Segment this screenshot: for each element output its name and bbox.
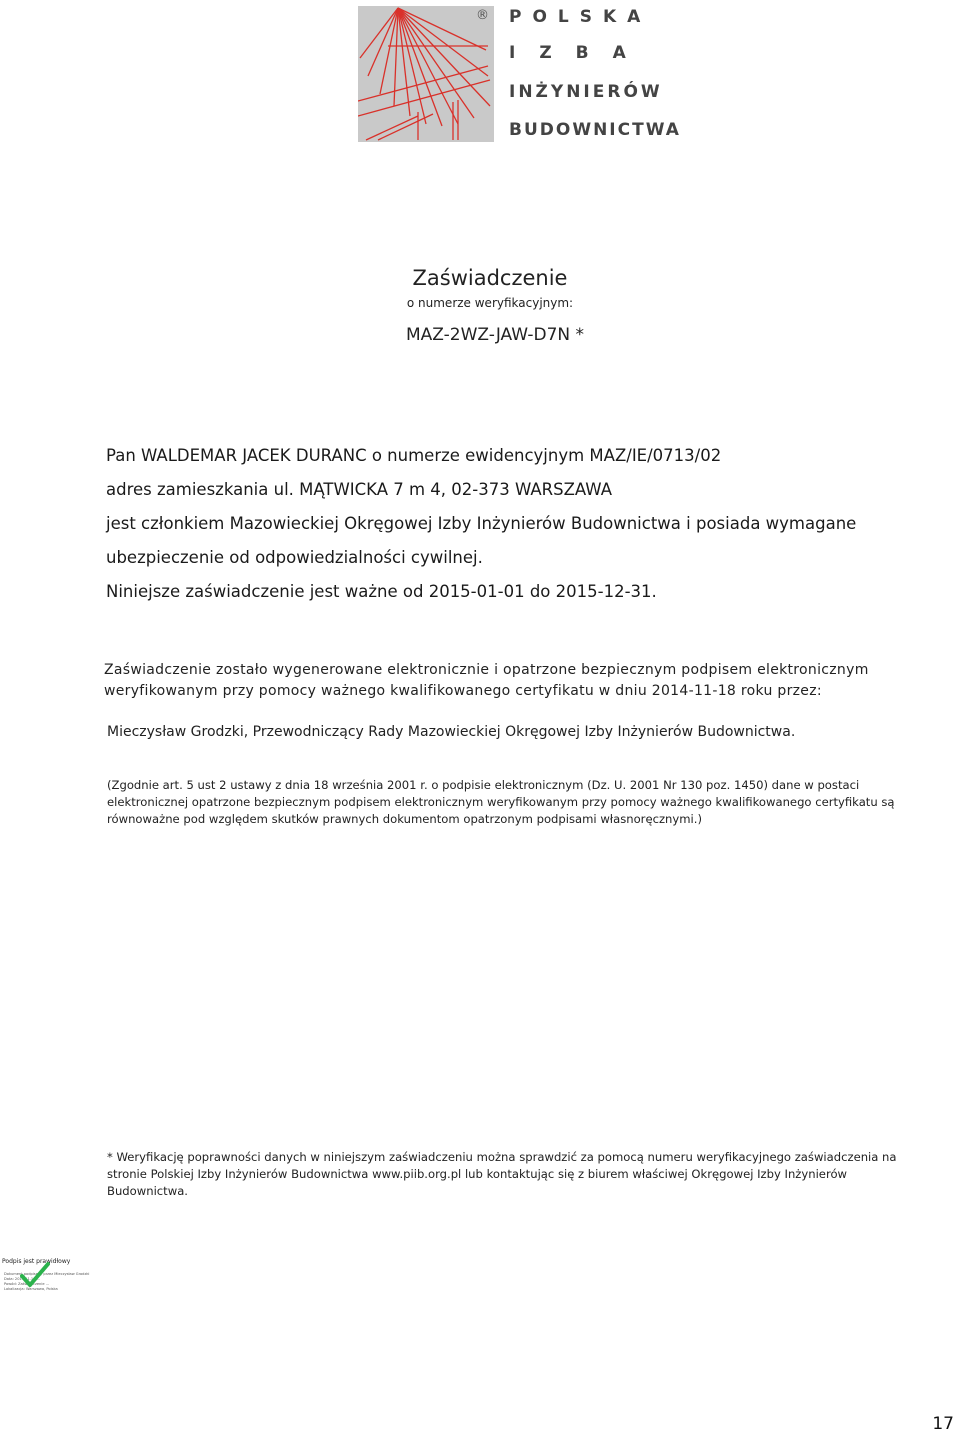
signer-line: Mieczysław Grodzki, Przewodniczący Rady Mazowieckiej Okręgowej Izby Inżynierów Budownictwa. (107, 724, 796, 740)
validity-line: Niniejsze zaświadczenie jest ważne od 2015-01-01 do 2015-12-31. (106, 582, 657, 601)
page-number: 17 (932, 1414, 954, 1434)
logo-lines-graphic (358, 6, 494, 142)
signature-detail: Data: 2014.11.18 ... (4, 1277, 41, 1281)
main-text-line: jest członkiem Mazowieckiej Okręgowej Izby Inżynierów Budownictwa i posiada wymagane (106, 514, 857, 533)
logo-text-izba: IZBA (509, 43, 650, 63)
law-note-line: (Zgodnie art. 5 ust 2 ustawy z dnia 18 września 2001 r. o podpisie elektronicznym (Dz. U. 2001 Nr 130 poz. 1450) dane w postaci (107, 778, 860, 792)
main-text-line: adres zamieszkania ul. MĄTWICKA 7 m 4, 02-373 WARSZAWA (106, 480, 612, 499)
logo-text-inzynierow: INŻYNIERÓW (509, 82, 663, 102)
main-text-line: ubezpieczenie od odpowiedzialności cywilnej. (106, 548, 483, 567)
signature-detail: Lokalizacja: Warszawa, Polska (4, 1287, 58, 1291)
law-note-line: elektronicznej opatrzone bezpiecznym podpisem elektronicznym weryfikowanym przy pomocy ważnego kwalifikowanego certyfikatu są (107, 795, 895, 809)
certificate-title: Zaświadczenie (412, 266, 568, 290)
signature-detail: Dokument podpisany przez Mieczysław Grodzki (4, 1272, 90, 1276)
certificate-subtitle: o numerze weryfikacyjnym: (406, 296, 574, 310)
logo-text-budownictwa: BUDOWNICTWA (509, 120, 681, 140)
footnote-line: * Weryfikację poprawności danych w niniejszym zaświadczeniu można sprawdzić za pomocą numeru weryfikacyjnego zaświadczenia na (107, 1150, 897, 1164)
footnote-line: stronie Polskiej Izby Inżynierów Budownictwa www.piib.org.pl lub kontaktując się z biurem właściwej Okręgowej Izby Inżynierów (107, 1167, 848, 1181)
verification-code: MAZ-2WZ-JAW-D7N * (405, 325, 585, 345)
generation-text-line: Zaświadczenie zostało wygenerowane elektronicznie i opatrzone bezpiecznym podpisem elektronicznym (104, 662, 869, 678)
logo-text-polska: POLSKA (509, 7, 652, 27)
main-text-line: Pan WALDEMAR JACEK DURANC o numerze ewidencyjnym MAZ/IE/0713/02 (106, 446, 722, 465)
law-note-line: równoważne pod względem skutków prawnych dokumentom opatrzonym podpisami własnoręcznymi.) (107, 812, 702, 826)
footnote-line: Budownictwa. (107, 1184, 188, 1198)
signature-status: Podpis jest prawidłowy (2, 1258, 71, 1265)
logo-emblem (358, 6, 494, 142)
registered-mark: ® (476, 8, 489, 23)
generation-text-line: weryfikowanym przy pomocy ważnego kwalifikowanego certyfikatu w dniu 2014-11-18 roku przez: (104, 683, 822, 699)
checkmark-icon (20, 1262, 50, 1288)
signature-detail: Powód: Zaświadczenie ... (4, 1282, 50, 1286)
